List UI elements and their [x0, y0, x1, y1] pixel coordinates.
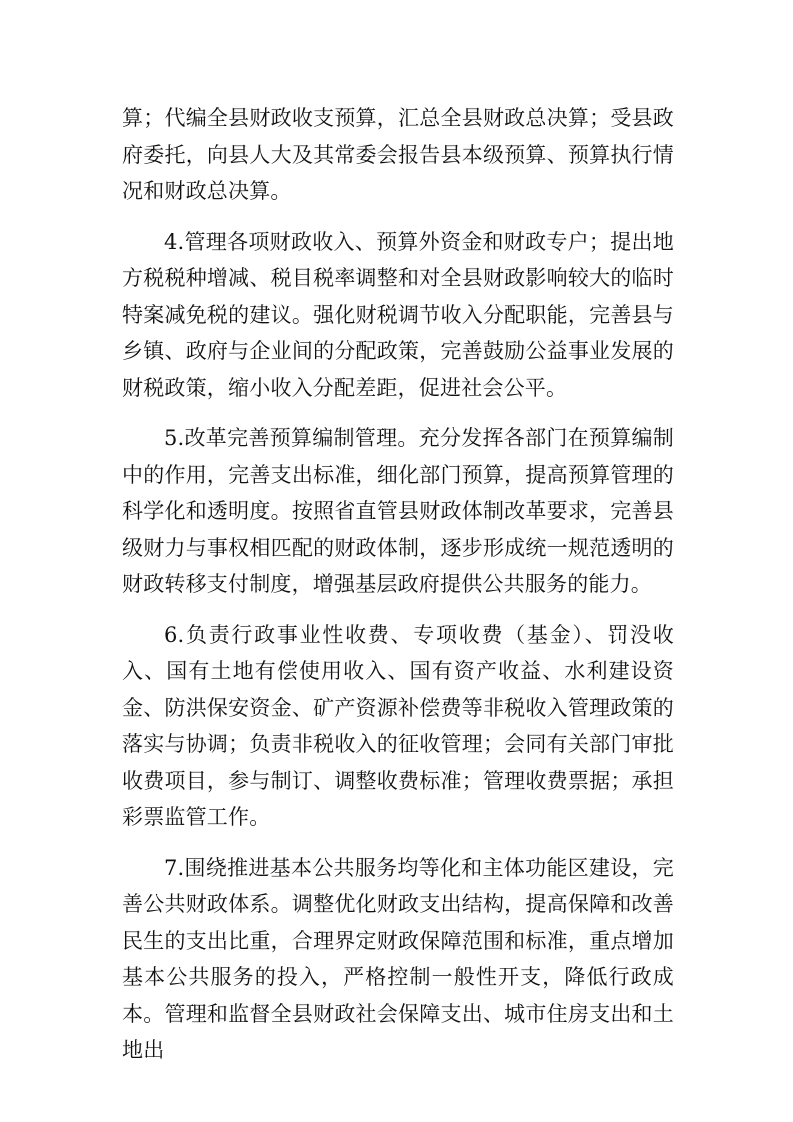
paragraph-item-6: 6.负责行政事业性收费、专项收费（基金）、罚没收入、国有土地有偿使用收入、国有资产收益、水利建设资金、防洪保安资金、矿产资源补偿费等非税收入管理政策的落实与协调；负责非税收入的征收管理；会同有关部门审批收费项目，参与制订、调整收费标准；管理收费票据；承担彩票监管工作。	[122, 622, 674, 829]
paragraph-1-continuation: 算；代编全县财政收支预算，汇总全县财政总决算；受县政府委托，向县人大及其常委会报告县本级预算、预算执行情况和财政总决算。	[122, 106, 674, 203]
document-body	[122, 100, 674, 1069]
paragraph-item-7: 7.围绕推进基本公共服务均等化和主体功能区建设，完善公共财政体系。调整优化财政支出结构，提高保障和改善民生的支出比重，合理界定财政保障范围和标准，重点增加基本公共服务的投入，严格控制一般性开支，降低行政成本。管理和监督全县财政社会保障支出、城市住房支出和土地出	[122, 855, 674, 1062]
paragraph-item-5: 5.改革完善预算编制管理。充分发挥各部门在预算编制中的作用，完善支出标准，细化部门预算，提高预算管理的科学化和透明度。按照省直管县财政体制改革要求，完善县级财力与事权相匹配的财政体制，逐步形成统一规范透明的财政转移支付制度，增强基层政府提供公共服务的能力。	[122, 426, 674, 596]
paragraph-item-4: 4.管理各项财政收入、预算外资金和财政专户；提出地方税税种增减、税目税率调整和对全县财政影响较大的临时特案减免税的建议。强化财税调节收入分配职能，完善县与乡镇、政府与企业间的分配政策，完善鼓励公益事业发展的财税政策，缩小收入分配差距，促进社会公平。	[122, 229, 674, 400]
